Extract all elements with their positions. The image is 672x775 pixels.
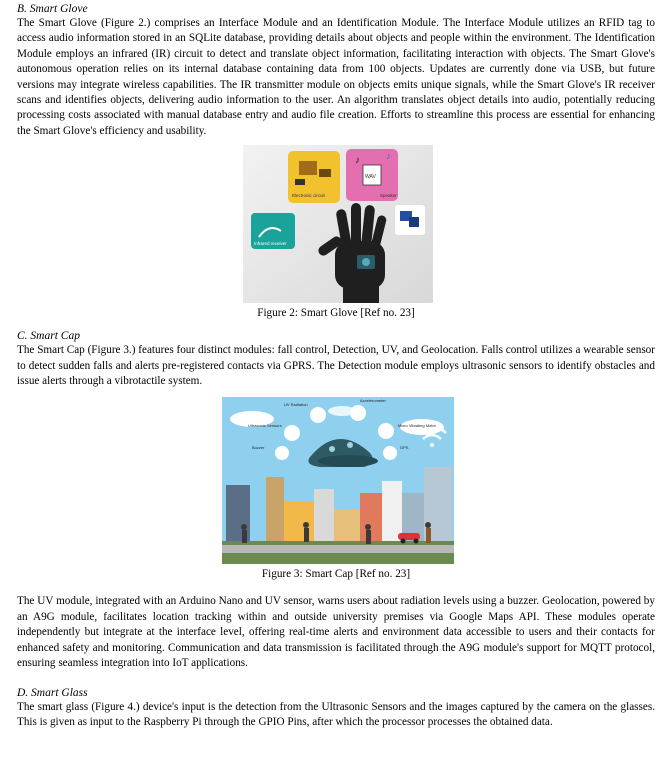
section-c-body-continued: The UV module, integrated with an Arduino Nano and UV sensor, warns users about radiation levels using a buzzer. Geolocation, powered by an A9G module, facilitates location tracking within and outside university premises via Google Maps API. These modules operate independently but integrate at the interface level, offering real-time alerts and environment data accessible to users and their contacts for enhanced safety and monitoring. Communication and data transmission is facilitated through the A9G module's support for MQTT protocol, ensuring seamless integration into IoT applications. — [17, 595, 655, 670]
svg-text:Ultrasonic Sensors: Ultrasonic Sensors — [248, 423, 282, 429]
figure-2-caption: Figure 2: Smart Glove [Ref no. 23] — [257, 307, 415, 320]
svg-text:UV Radiation: UV Radiation — [284, 402, 308, 408]
document-page — [17, 0, 655, 730]
svg-text:WAV: WAV — [365, 174, 376, 181]
svg-text:Speaker: Speaker — [380, 193, 397, 199]
section-d-body: The smart glass (Figure 4.) device's input is the detection from the Ultrasonic Sensors and the images captured by the camera on the glasses. This is given as input to the Raspberry Pi through the GPIO Pins, after which the processor processes the obtained data. — [17, 700, 655, 728]
object-card — [395, 205, 425, 235]
svg-text:GPS: GPS — [400, 445, 409, 451]
smart-glove-illustration — [243, 145, 433, 303]
figure-2-image — [243, 145, 433, 303]
svg-text:Electronic circuit: Electronic circuit — [292, 193, 325, 199]
figure-3-caption: Figure 3: Smart Cap [Ref no. 23] — [261, 568, 411, 581]
svg-text:Micro Vibrating Motor: Micro Vibrating Motor — [398, 423, 436, 429]
svg-text:♪: ♪ — [355, 155, 360, 167]
section-b-heading: B. Smart Glove — [17, 3, 88, 15]
svg-text:♪: ♪ — [386, 151, 391, 162]
smart-cap-illustration — [222, 397, 454, 564]
svg-text:Buzzer: Buzzer — [252, 445, 265, 451]
infrared-receiver-card — [251, 213, 295, 249]
speaker-card — [346, 149, 398, 201]
svg-text:Accelerometer: Accelerometer — [360, 398, 386, 404]
section-b-body: The Smart Glove (Figure 2.) comprises an Interface Module and an Identification Module. The Interface Module utilizes an RFID tag to access audio information stored in an SQLite database, providing details about objects and people within the environment. The Identification Module employs an infrared (IR) circuit to detect and translate object information, facilitating interaction with objects. The Smart Glove's autonomous operation relies on its internal database containing data from 100 objects. Updates are currently done via USB, but future versions may integrate wireless capabilities. The IR transmitter module on objects emits unique signals, while the Smart Glove's IR receiver scans and identifies objects, delivering audio information to the user. An algorithm translates object details into audio, potentially reducing processing costs associated with manual database entry and audio file creation. Efforts to streamline this process are essential for enhancing the Smart Glove's efficiency and usability. — [17, 17, 655, 137]
svg-text:Infrared receiver: Infrared receiver — [254, 241, 287, 247]
figure-3-image — [222, 397, 454, 564]
section-d-heading: D. Smart Glass — [17, 686, 88, 699]
section-c-body: The Smart Cap (Figure 3.) features four distinct modules: fall control, Detection, UV, and Geolocation. Falls control utilizes a wearable sensor to detect sudden falls and alerts pre-registered contacts via GPRS. The Detection module employs ultrasonic sensors to identify obstacles and issue alerts through a vibrotactile system. — [17, 344, 655, 388]
section-c-heading: C. Smart Cap — [17, 330, 80, 343]
electronic-circuit-card — [288, 151, 340, 203]
